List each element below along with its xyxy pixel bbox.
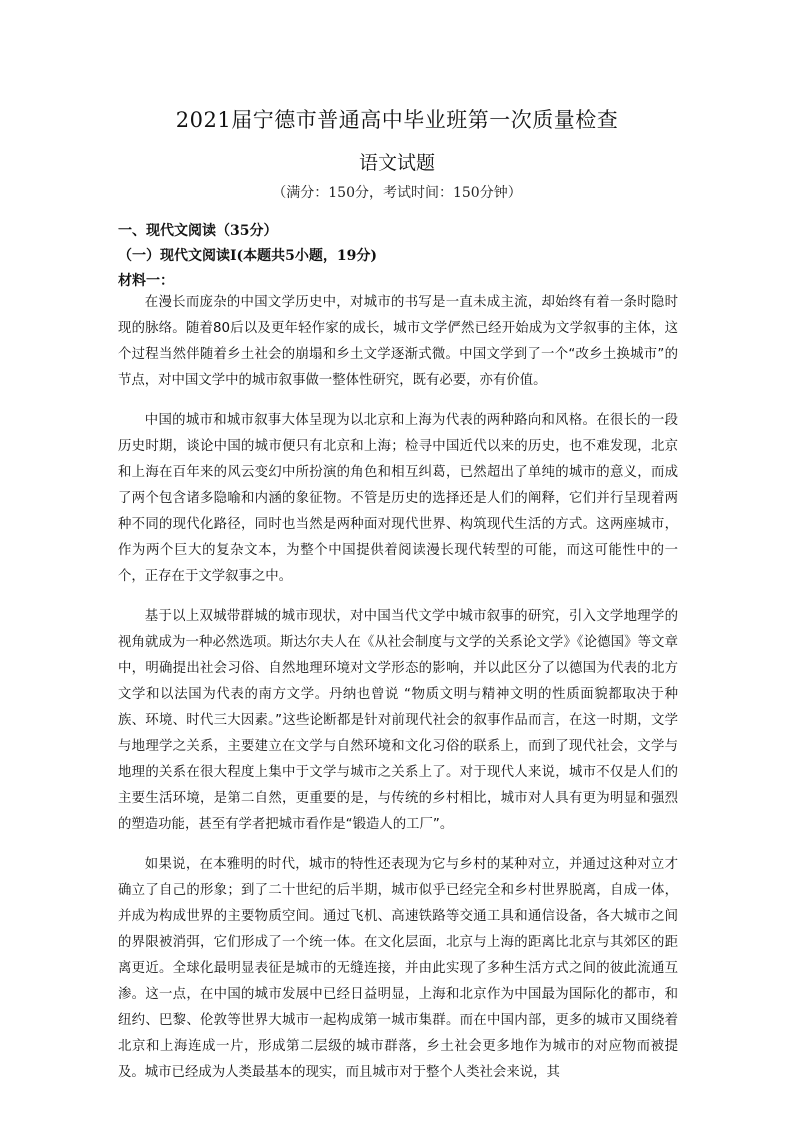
subsection-heading: （一）现代文阅读Ⅰ(本题共5小题，19分) — [118, 248, 378, 264]
paragraph-3: 基于以上双城带群城的城市现状，对中国当代文学中城市叙事的研究，引入文学地理学的视角就成为一种必然选项。斯达尔夫人在《从社会制度与文学的关系论文学》《论德国》等文章中，明确提出社会习俗、自然地理环境对文学形态的影响，并以此区分了以德国为代表的北方文学和以法国为代表的南方文学。丹纳也曾说 “物质文明与精神文明的性质面貌都取决于种族、环境、时代三大因素。”这些论断都是针对前现代社会的叙事作品而言，在这一时期，文学与地理学之关系，主要建立在文学与自然环境和文化习俗的联系上，而到了现代社会，文学与地理的关系在很大程度上集中于文学与城市之关系上了。对于现代人来说，城市不仅是人们的主要生活环境，是第二自然，更重要的是，与传统的乡村相比，城市对人具有更为明显和强烈的塑造功能，甚至有学者把城市看作是“锻造人的工厂”。 — [118, 609, 678, 832]
section-heading: 一、现代文阅读（35分） — [118, 223, 278, 239]
paragraph-gap — [118, 394, 678, 408]
paragraph-2: 中国的城市和城市叙事大体呈现为以北京和上海为代表的两种路向和风格。在很长的一段历史时期，谈论中国的城市便只有北京和上海；检寻中国近代以来的历史，也不难发现，北京和上海在百年来的风云变幻中所扮演的角色和相互纠葛，已然超出了单纯的城市的意义，而成了两个包含诸多隐喻和内涵的象征物。不管是历史的选择还是人们的阐释，它们并行呈现着两种不同的现代化路径，同时也当然是两种面对现代世界、构筑现代生活的方式。这两座城市，作为两个巨大的复杂文本，为整个中国提供着阅读漫长现代转型的可能，而这可能性中的一个，正存在于文学叙事之中。 — [118, 413, 678, 584]
document-title: 2021届宁德市普通高中毕业班第一次质量检查 — [175, 108, 619, 132]
material-label: 材料一： — [118, 273, 174, 289]
paragraph-gap — [118, 590, 678, 604]
paragraph-gap — [118, 838, 678, 852]
paragraph-1: 在漫长而庞杂的中国文学历史中，对城市的书写是一直未成主流，却始终有着一条时隐时现的脉络。随着80后以及更年轻作家的成长，城市文学俨然已经开始成为文学叙事的主体，这个过程当然伴随着乡土社会的崩塌和乡土文学逐渐式微。中国文学到了一个“改乡土换城市”的节点，对中国文学中的城市叙事做一整体性研究，既有必要，亦有价值。 — [118, 295, 678, 388]
body-text — [118, 290, 678, 1086]
document-subtitle: 语文试题 — [358, 152, 435, 174]
exam-note: （满分：150分，考试时间：150分钟） — [272, 185, 522, 201]
paragraph-4: 如果说，在本雅明的时代，城市的特性还表现为它与乡村的某种对立，并通过这种对立才确立了自己的形象；到了二十世纪的后半期，城市似乎已经完全和乡村世界脱离，自成一体，并成为构成世界的主要物质空间。通过飞机、高速铁路等交通工具和通信设备，各大城市之间的界限被消弭，它们形成了一个统一体。在文化层面，北京与上海的距离比北京与其郊区的距离更近。全球化最明显表征是城市的无缝连接，并由此实现了多种生活方式之间的彼此流通互渗。这一点，在中国的城市发展中已经日益明显，上海和北京作为中国最为国际化的都市，和纽约、巴黎、伦敦等世界大城市一起构成第一城市集群。而在中国内部，更多的城市又围绕着北京和上海连成一片，形成第二层级的城市群落，乡土社会更多地作为城市的对应物而被提及。城市已经成为人类最基本的现实，而且城市对于整个人类社会来说，其 — [118, 857, 678, 1080]
